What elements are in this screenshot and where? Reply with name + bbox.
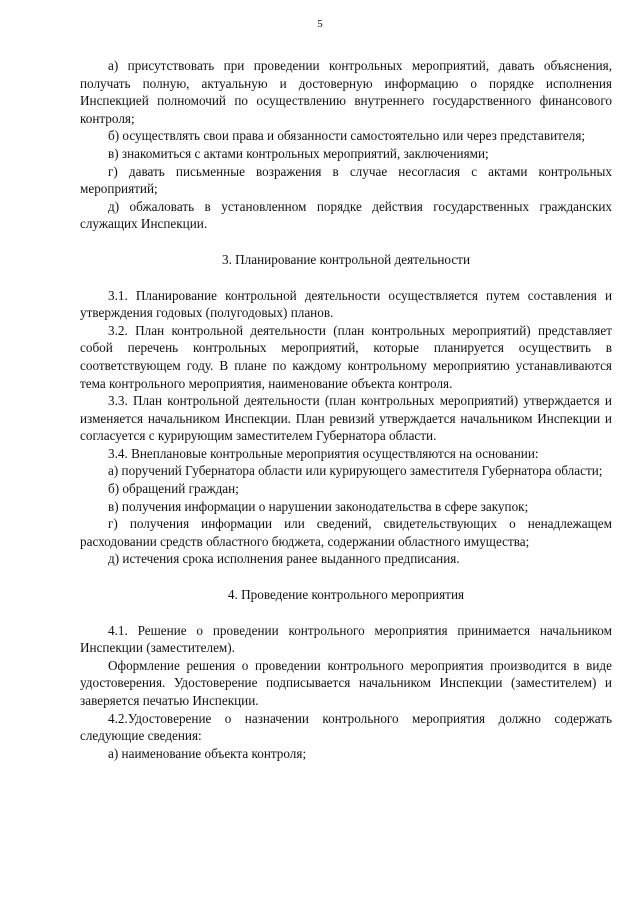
- section-heading-3: 3. Планирование контрольной деятельности: [221, 251, 471, 267]
- paragraph: а) наименование объекта контроля;: [108, 745, 307, 761]
- paragraph: д) истечения срока исполнения ранее выданного предписания.: [108, 551, 460, 567]
- paragraph: 3.3. План контрольной деятельности (план контрольных мероприятий) утверждается и изменяется начальником Инспекции. План ревизий утверждается начальником Инспекции и согласуется с курирующим заместителем Губернатора области.: [80, 393, 612, 444]
- section-heading-4: 4. Проведение контрольного мероприятия: [227, 587, 465, 603]
- paragraph: а) присутствовать при проведении контрольных мероприятий, давать объяснения, получать полную, актуальную и достоверную информацию о порядке исполнения Инспекцией полномочий по осуществлению внутреннего государственного финансового контроля;: [80, 58, 612, 126]
- paragraph: б) обращений граждан;: [108, 481, 239, 497]
- paragraph: г) получения информации или сведений, свидетельствующих о ненадлежащем расходовании средств областного бюджета, содержании областного имущества;: [80, 516, 612, 549]
- paragraph: Оформление решения о проведении контрольного мероприятия производится в виде удостоверения. Удостоверение подписывается начальником Инспекции (заместителем) и заверяется печатью Инспекции.: [80, 657, 612, 708]
- paragraph: в) получения информации о нарушении законодательства в сфере закупок;: [108, 498, 529, 514]
- paragraph: 3.2. План контрольной деятельности (план контрольных мероприятий) представляет собой перечень контрольных мероприятий, которые планируется осуществить в соответствующем году. В плане по каждому контрольному мероприятию устанавливаются тема контрольного мероприятия, наименование объекта контроля.: [80, 322, 612, 391]
- paragraph: 4.2.Удостоверение о назначении контрольного мероприятия должно содержать следующие сведения:: [80, 710, 612, 744]
- paragraph: в) знакомиться с актами контрольных мероприятий, заключениями;: [108, 145, 489, 161]
- document-body: [80, 57, 612, 762]
- paragraph: г) давать письменные возражения в случае несогласия с актами контрольных мероприятий;: [80, 163, 612, 197]
- paragraph: 4.1. Решение о проведении контрольного мероприятия принимается начальником Инспекции (заместителем).: [80, 622, 612, 656]
- paragraph: а) поручений Губернатора области или курирующего заместителя Губернатора области;: [108, 463, 603, 479]
- paragraph: д) обжаловать в установленном порядке действия государственных гражданских служащих Инспекции.: [80, 198, 612, 232]
- paragraph: б) осуществлять свои права и обязанности самостоятельно или через представителя;: [108, 128, 586, 144]
- paragraph: 3.4. Внеплановые контрольные мероприятия осуществляются на основании:: [108, 445, 539, 461]
- page-number: 5: [317, 18, 323, 30]
- paragraph: 3.1. Планирование контрольной деятельности осуществляется путем составления и утверждения годовых (полугодовых) планов.: [80, 287, 612, 321]
